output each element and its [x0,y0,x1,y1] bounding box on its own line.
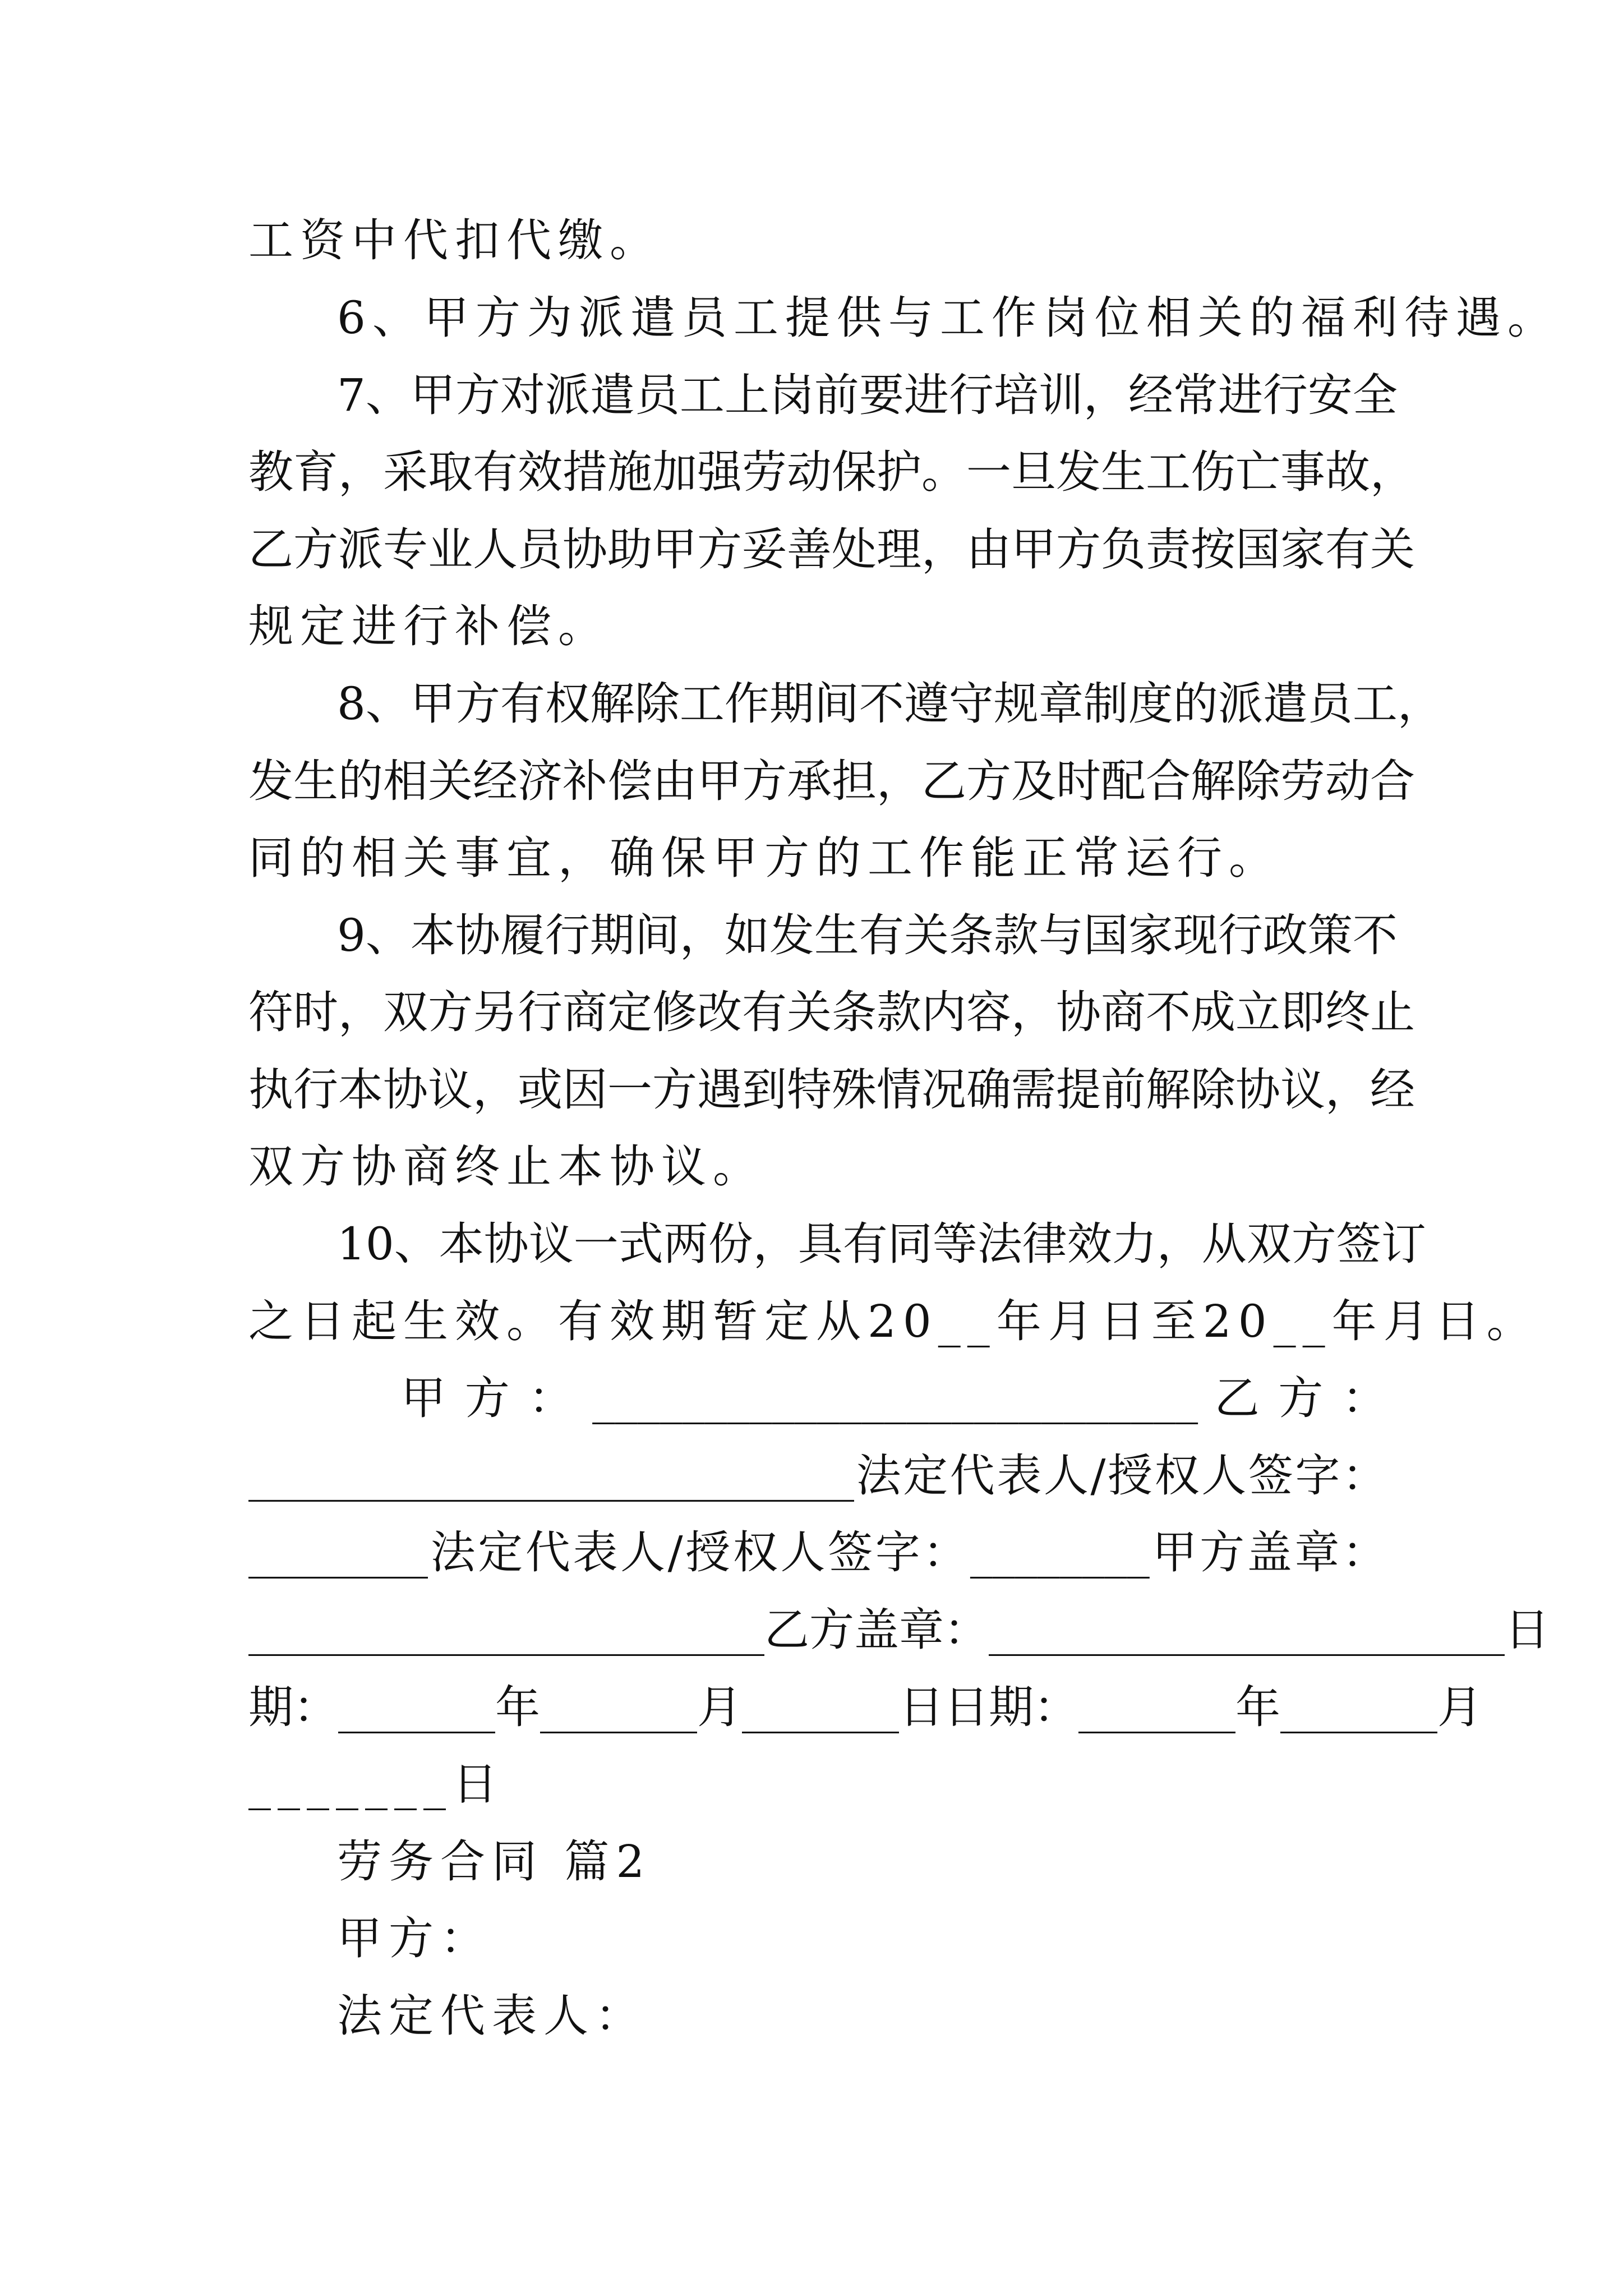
clause-9-line-3: 执行本协议，或因一方遇到特殊情况确需提前解除协议，经 [248,1064,1415,1116]
signature-party-line: 甲 方 ： ___________________________ 乙 方 ： [401,1372,1387,1424]
signature-line-1: ___________________________法定代表人/授权人签字： [248,1450,1387,1502]
clause-9-line-4: 双方协商终止本协议。 [248,1140,764,1193]
clause-8-line-1: 8、甲方有权解除工作期间不遵守规章制度的派遣员工， [337,678,1442,730]
clause-10-line-1: 10、本协议一式两份，具有同等法律效力，从双方签订 [337,1218,1426,1270]
clause-9-line-2: 符时，双方另行商定修改有关条款内容，协商不成立即终止 [248,986,1415,1038]
date-line-1: 期：_______年_______月_______日日期：_______年_______月 [248,1681,1482,1733]
clause-7-line-1: 7、甲方对派遣员工上岗前要进行培训，经常进行安全 [337,369,1398,421]
clause-8-line-3: 同的相关事宜，确保甲方的工作能正常运行。 [248,832,1280,884]
clause-9-line-1: 9、本协履行期间，如发生有关条款与国家现行政策不 [337,909,1398,961]
section-title: 劳务合同 篇2 [337,1835,652,1888]
clause-7-line-3: 乙方派专业人员协助甲方妥善处理，由甲方负责按国家有关 [248,523,1415,576]
legal-representative-label: 法定代表人： [337,1990,647,2042]
clause-8-line-2: 发生的相关经济补偿由甲方承担，乙方及时配合解除劳动合 [248,755,1415,807]
text-line-1: 工资中代扣代缴。 [248,214,661,266]
date-line-2: _______日 [248,1758,504,1810]
signature-line-2: ________法定代表人/授权人签字：________甲方盖章： [248,1526,1387,1579]
signature-line-3: _______________________乙方盖章：_______________________日 [248,1604,1550,1656]
clause-10-line-2: 之日起生效。有效期暂定从20__年月日至20__年月日。 [248,1295,1538,1347]
clause-7-line-4: 规定进行补偿。 [248,600,610,652]
party-a-label: 甲方： [337,1912,492,1964]
clause-7-line-2: 教育，采取有效措施加强劳动保护。一旦发生工伤亡事故， [248,446,1415,498]
clause-6: 6、甲方为派遣员工提供与工作岗位相关的福利待遇。 [337,292,1559,344]
